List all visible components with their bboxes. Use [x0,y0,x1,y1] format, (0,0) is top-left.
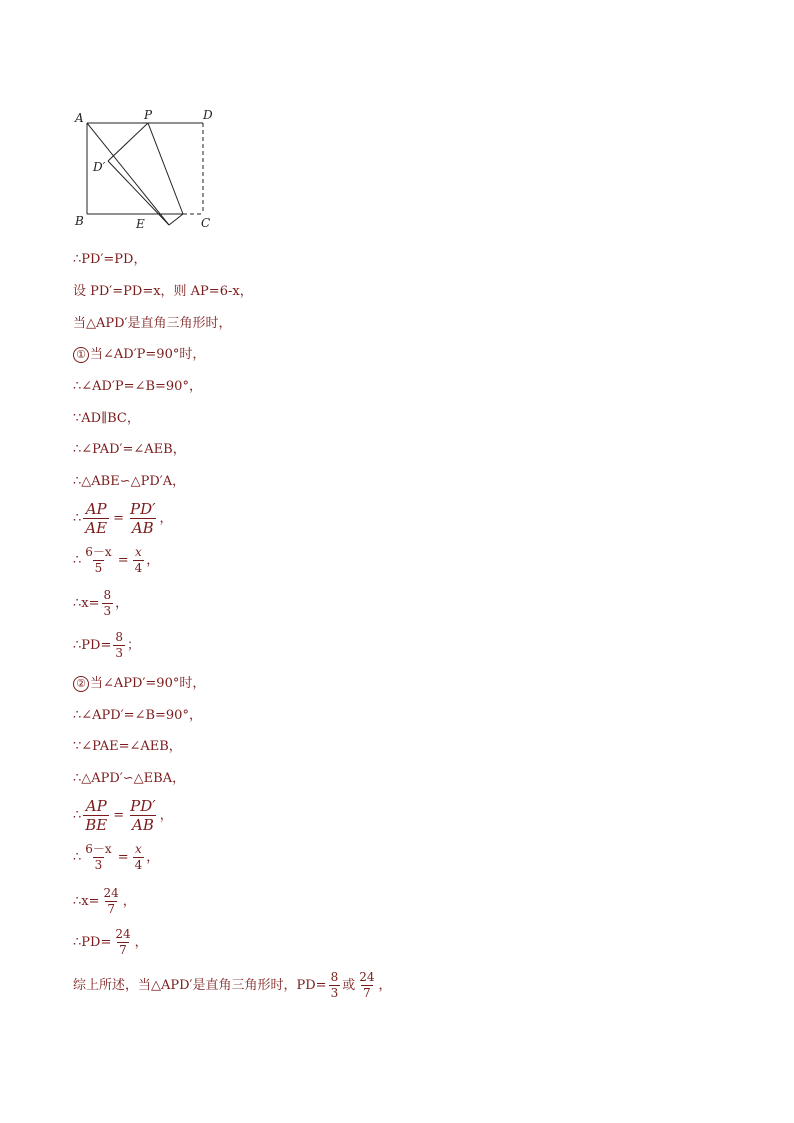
segment-AE [87,123,169,225]
fraction [83,797,109,834]
solution-line: ∴∠PAD′=∠AEB， [73,442,186,457]
ratio-equation [73,797,173,834]
solution-line: ∴△APD′∽△EBA， [73,771,186,786]
solution-x [73,588,128,619]
numerator: x [135,842,142,856]
substituted-equation [73,842,159,873]
case-text: 当∠APD′=90°时， [90,676,206,691]
solution-line: ∵AD∥BC， [73,411,140,426]
equals-sign: = [113,807,125,823]
numerator: 8 [330,970,339,984]
fraction [128,500,158,537]
fraction [329,970,341,1001]
conclusion [73,970,392,1001]
numerator: 24 [115,927,131,941]
fraction [133,545,145,576]
solution-line: 设 PD′=PD=x，则 AP=6-x， [73,284,253,299]
label-D: D [203,108,213,122]
denominator: 7 [119,943,127,957]
case-number: ① [73,347,89,363]
punctuation: ； [126,637,140,653]
numerator: 24 [359,970,375,984]
fraction [113,630,125,661]
case-2-heading [73,674,205,694]
equals-sign: = [117,552,129,568]
denominator: AE [85,519,108,537]
equation-prefix: ∴PD= [73,637,112,653]
label-D-prime: D′ [93,160,106,174]
therefore-symbol: ∴ [73,552,82,568]
punctuation: ， [146,849,160,865]
fraction [102,886,121,917]
case-text: 当∠AD′P=90°时， [90,347,206,362]
numerator: AP [85,500,107,518]
denominator: 3 [94,858,103,872]
label-A: A [75,111,84,125]
punctuation: ， [159,807,173,823]
fraction [128,797,158,834]
denominator: 3 [103,604,112,618]
fraction [113,927,132,958]
fraction [83,500,109,537]
punctuation: ， [134,934,148,950]
denominator: AB [131,519,154,537]
denominator: AB [132,816,154,834]
solution-pd [73,630,140,661]
label-E: E [136,217,145,231]
punctuation: ， [115,595,129,611]
label-P: P [144,108,153,122]
numerator: PD′ [130,797,156,815]
rectangle-diagram [70,104,220,234]
solution-line: ∴△ABE∽△PD′A， [73,474,186,489]
fold-line-PE [148,123,183,214]
denominator: 4 [134,561,143,575]
solution-line: 当△APD′是直角三角形时， [73,316,232,331]
denominator: 4 [134,858,143,872]
therefore-symbol: ∴ [73,849,82,865]
equation-prefix: ∴PD= [73,934,112,950]
case-number: ② [73,676,89,692]
or-word: 或 [342,977,356,993]
fraction [102,588,114,619]
segment-fold-corner [169,214,183,225]
numerator: 8 [103,588,112,602]
solution-line: ∴∠APD′=∠B=90°， [73,708,202,723]
denominator: 3 [330,986,339,1000]
solution-x [73,886,136,917]
solution-pd [73,927,148,958]
punctuation: ， [122,893,136,909]
conclusion-text: 综上所述，当△APD′是直角三角形时，PD= [73,977,327,993]
solution-line: ∴PD′=PD， [73,252,147,267]
ratio-equation [73,500,173,537]
denominator: 5 [94,561,103,575]
therefore-symbol: ∴ [73,807,82,823]
denominator: 3 [115,646,123,660]
therefore-symbol: ∴ [73,510,82,526]
punctuation: ， [146,552,160,568]
numerator: AP [85,797,107,815]
equals-sign: = [117,849,129,865]
numerator: 24 [103,886,119,900]
denominator: BE [85,816,108,834]
geometry-figure [70,104,220,234]
substituted-equation [73,545,159,576]
label-C: C [201,216,211,230]
segment-D-prime-C [108,161,169,225]
punctuation: ， [378,977,392,993]
fraction [133,842,145,873]
denominator: 7 [107,902,115,916]
solution-line: ∵∠PAE=∠AEB， [73,739,182,754]
case-1-heading [73,345,205,365]
fraction [357,970,376,1001]
equals-sign: = [113,510,124,526]
numerator: 8 [115,630,123,644]
denominator: 7 [363,986,371,1000]
solution-line: ∴∠AD′P=∠B=90°， [73,379,202,394]
fraction [83,842,113,873]
label-B: B [75,214,84,228]
fraction [83,545,113,576]
segment-PD-prime [108,123,148,161]
equation-prefix: ∴x= [73,595,100,611]
equation-prefix: ∴x= [73,893,100,909]
numerator: 6－x [85,545,112,559]
numerator: 6－x [85,842,112,856]
numerator: x [135,545,142,559]
punctuation: ， [159,510,173,526]
numerator: PD′ [129,500,156,518]
